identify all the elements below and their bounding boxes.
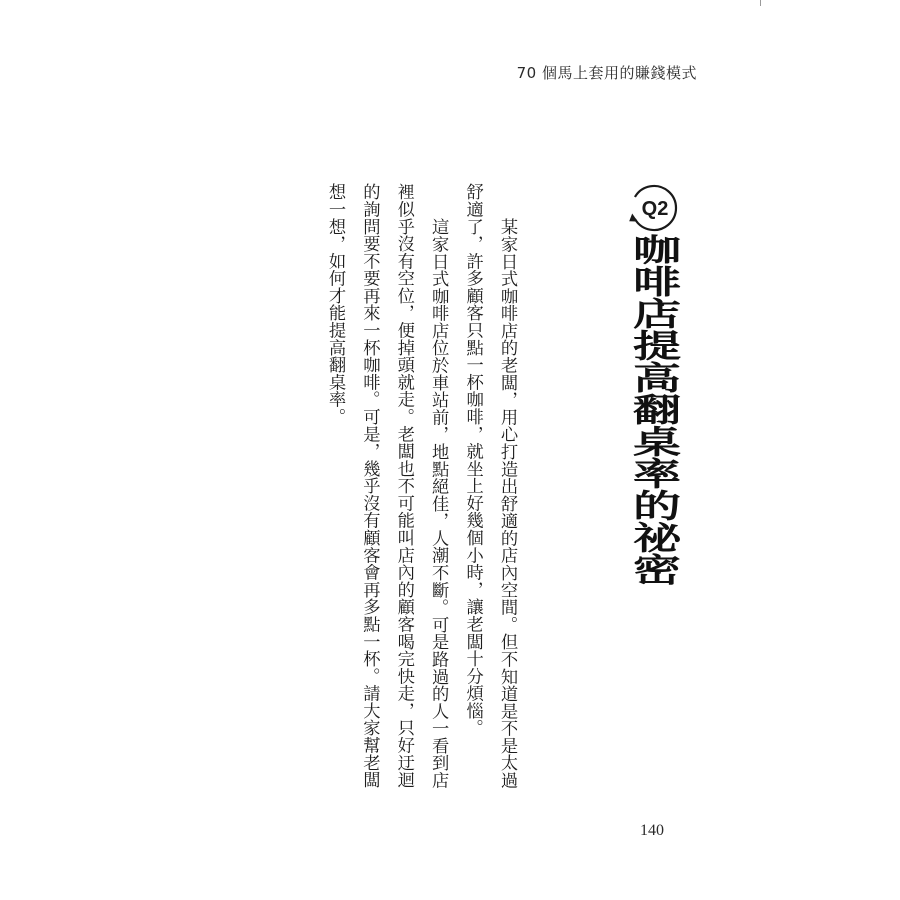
question-title: 咖啡店提高翻桌率的祕密: [625, 233, 683, 585]
circular-arrow-icon: [626, 180, 682, 236]
question-number: Q2: [641, 198, 669, 220]
crop-mark: [760, 0, 761, 6]
text-line: 想一想，如何才能提高翻桌率。: [324, 183, 345, 426]
text-line: 舒適了，許多顧客只點一杯咖啡，就坐上好幾個小時，讓老闆十分煩惱。: [462, 183, 483, 737]
body-text: [318, 183, 524, 798]
paragraph: [455, 183, 524, 798]
question-badge: [626, 180, 682, 236]
badge-arrowhead: [629, 214, 638, 222]
text-line: 某家日式咖啡店的老闆，用心打造出舒適的店內空間。但不知道是不是太過: [497, 217, 517, 789]
page-number: 140: [640, 822, 664, 839]
text-line: 的詢問要不要再來一杯咖啡。可是，幾乎沒有顧客會再多點一杯。請大家幫老闆: [359, 183, 380, 789]
running-header-title: 70 個馬上套用的賺錢模式: [516, 64, 697, 82]
paragraph: [318, 183, 456, 798]
text-line: 裡似乎沒有空位，便掉頭就走。老闆也不可能叫店內的顧客喝完快走，只好迂迴: [393, 183, 414, 789]
text-line: 這家日式咖啡店位於車站前，地點絕佳，人潮不斷。可是路過的人一看到店: [428, 217, 449, 789]
